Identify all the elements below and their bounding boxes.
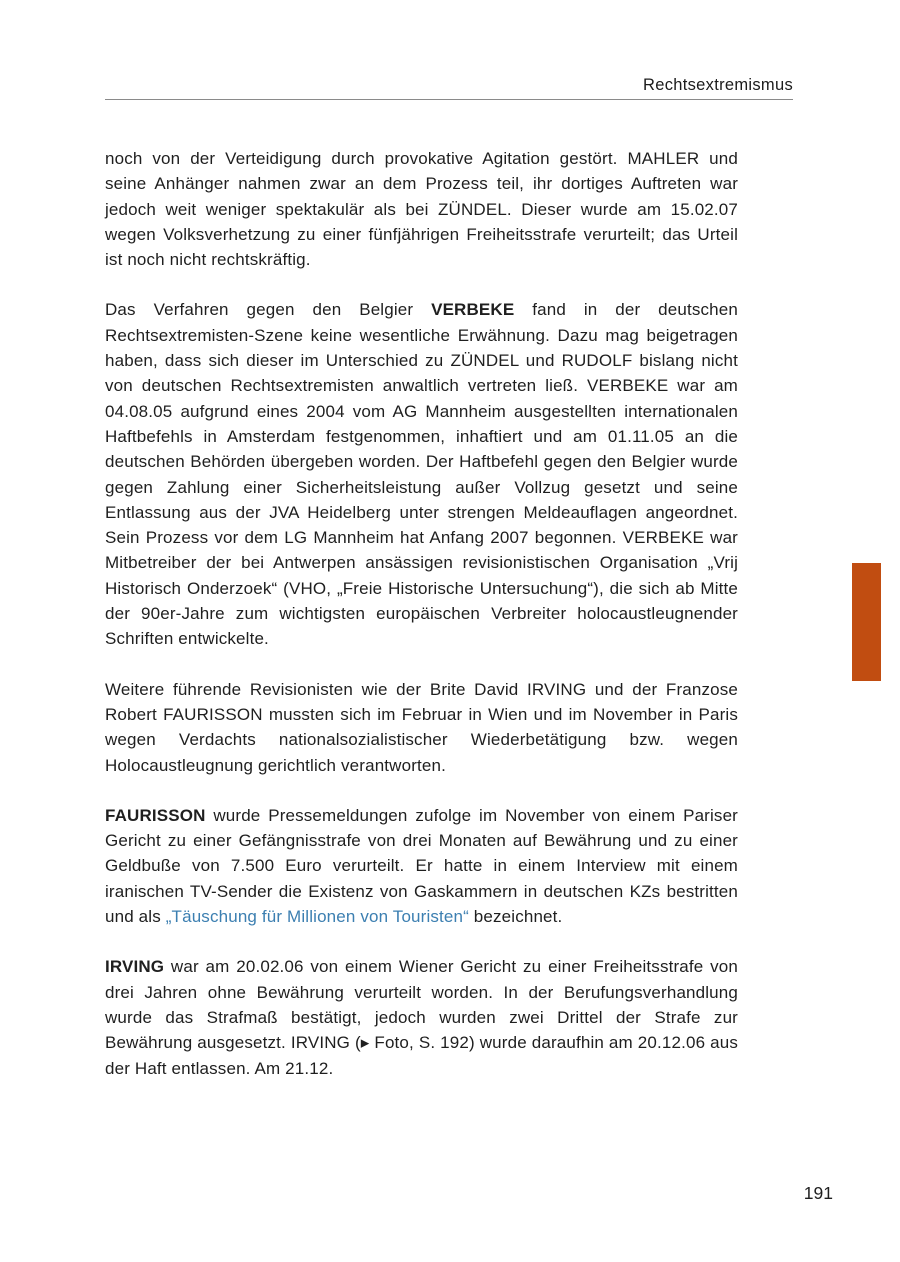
body-text: fand in der deutschen Rechtsextremisten-Szene keine wesentliche Erwähnung. Dazu mag beigetragen haben, dass sich dieser im Unterschied zu ZÜNDEL und RUDOLF bislang nicht von deutschen Rechtsextremisten anwaltlich vertreten ließ. VERBEKE war am 04.08.05 aufgrund eines 2004 vom AG Mannheim ausgestellten internationalen Haftbefehls in Amsterdam festgenommen, inhaftiert und am 01.11.05 an die deutschen Behörden übergeben worden. Der Haftbefehl gegen den Belgier wurde gegen Zahlung einer Sicherheitsleistung außer Vollzug gesetzt und seine Entlassung aus der JVA Heidelberg unter strengen Meldeauflagen angeordnet. Sein Prozess vor dem LG Mannheim hat Anfang 2007 begonnen. VERBEKE war Mitbetreiber der bei Antwerpen ansässigen revisionistischen Organisation „Vrij Historisch Onderzoek“ (VHO, „Freie Historische Untersuchung“), die sich ab Mitte der 90er-Jahre zum wichtigsten europäischen Verbreiter holocaustleugnender Schriften entwickelte. — [105, 300, 738, 649]
chapter-tab-marker — [852, 563, 881, 681]
body-text: Weitere führende Revisionisten wie der Brite David IRVING und der Franzose Robert FAURISSON mussten sich im Februar in Wien und im November in Paris wegen Verdachts nationalsozialistischer Wiederbetätigung bzw. wegen Holocaustleugnung gerichtlich verantworten. — [105, 679, 738, 775]
emphasis-text: FAURISSON — [105, 805, 206, 825]
link-text[interactable]: „Täuschung für Millionen von Touristen“ — [165, 907, 469, 927]
body-text: war am 20.02.06 von einem Wiener Gericht zu einer Freiheitsstrafe von drei Jahren ohne Bewährung verurteilt worden. In der Berufungsverhandlung wurde das Strafmaß bestätigt, jedoch wurden zwei Drittel der Strafe zur Bewährung ausgesetzt. IRVING (▸ Foto, S. 192) wurde daraufhin am 20.12.06 aus der Haft entlassen. Am 21.12. — [105, 957, 738, 1078]
page-header-title: Rechtsextremismus — [643, 76, 793, 94]
paragraph — [105, 677, 738, 778]
paragraph — [105, 954, 738, 1080]
emphasis-text: VERBEKE — [431, 300, 515, 320]
paragraph — [105, 803, 738, 929]
body-text: noch von der Verteidigung durch provokative Agitation gestört. MAHLER und seine Anhänger nahmen zwar an dem Prozess teil, ihr dortiges Auftreten war jedoch weit weniger spektakulär als bei ZÜNDEL. Dieser wurde am 15.02.07 wegen Volksverhetzung zu einer fünfjährigen Freiheitsstrafe verurteilt; das Urteil ist noch nicht rechtskräftig. — [105, 149, 738, 270]
page-number: 191 — [803, 1183, 833, 1203]
paragraph — [105, 146, 738, 272]
emphasis-text: IRVING — [105, 957, 165, 977]
body-text: bezeichnet. — [468, 907, 563, 927]
body-text: Das Verfahren gegen den Belgier — [105, 300, 432, 320]
paragraphs — [105, 146, 738, 1081]
header-rule — [105, 99, 793, 100]
page-body — [105, 146, 738, 1106]
body-text: wurde Pressemeldungen zufolge im November von einem Pariser Gericht zu einer Gefängnisstrafe von drei Monaten auf Bewährung und zu einer Geldbuße von 7.500 Euro verurteilt. Er hatte in einem Interview mit einem iranischen TV-Sender die Existenz von Gaskammern in deutschen KZs bestritten und als — [105, 805, 738, 927]
paragraph — [105, 297, 738, 651]
